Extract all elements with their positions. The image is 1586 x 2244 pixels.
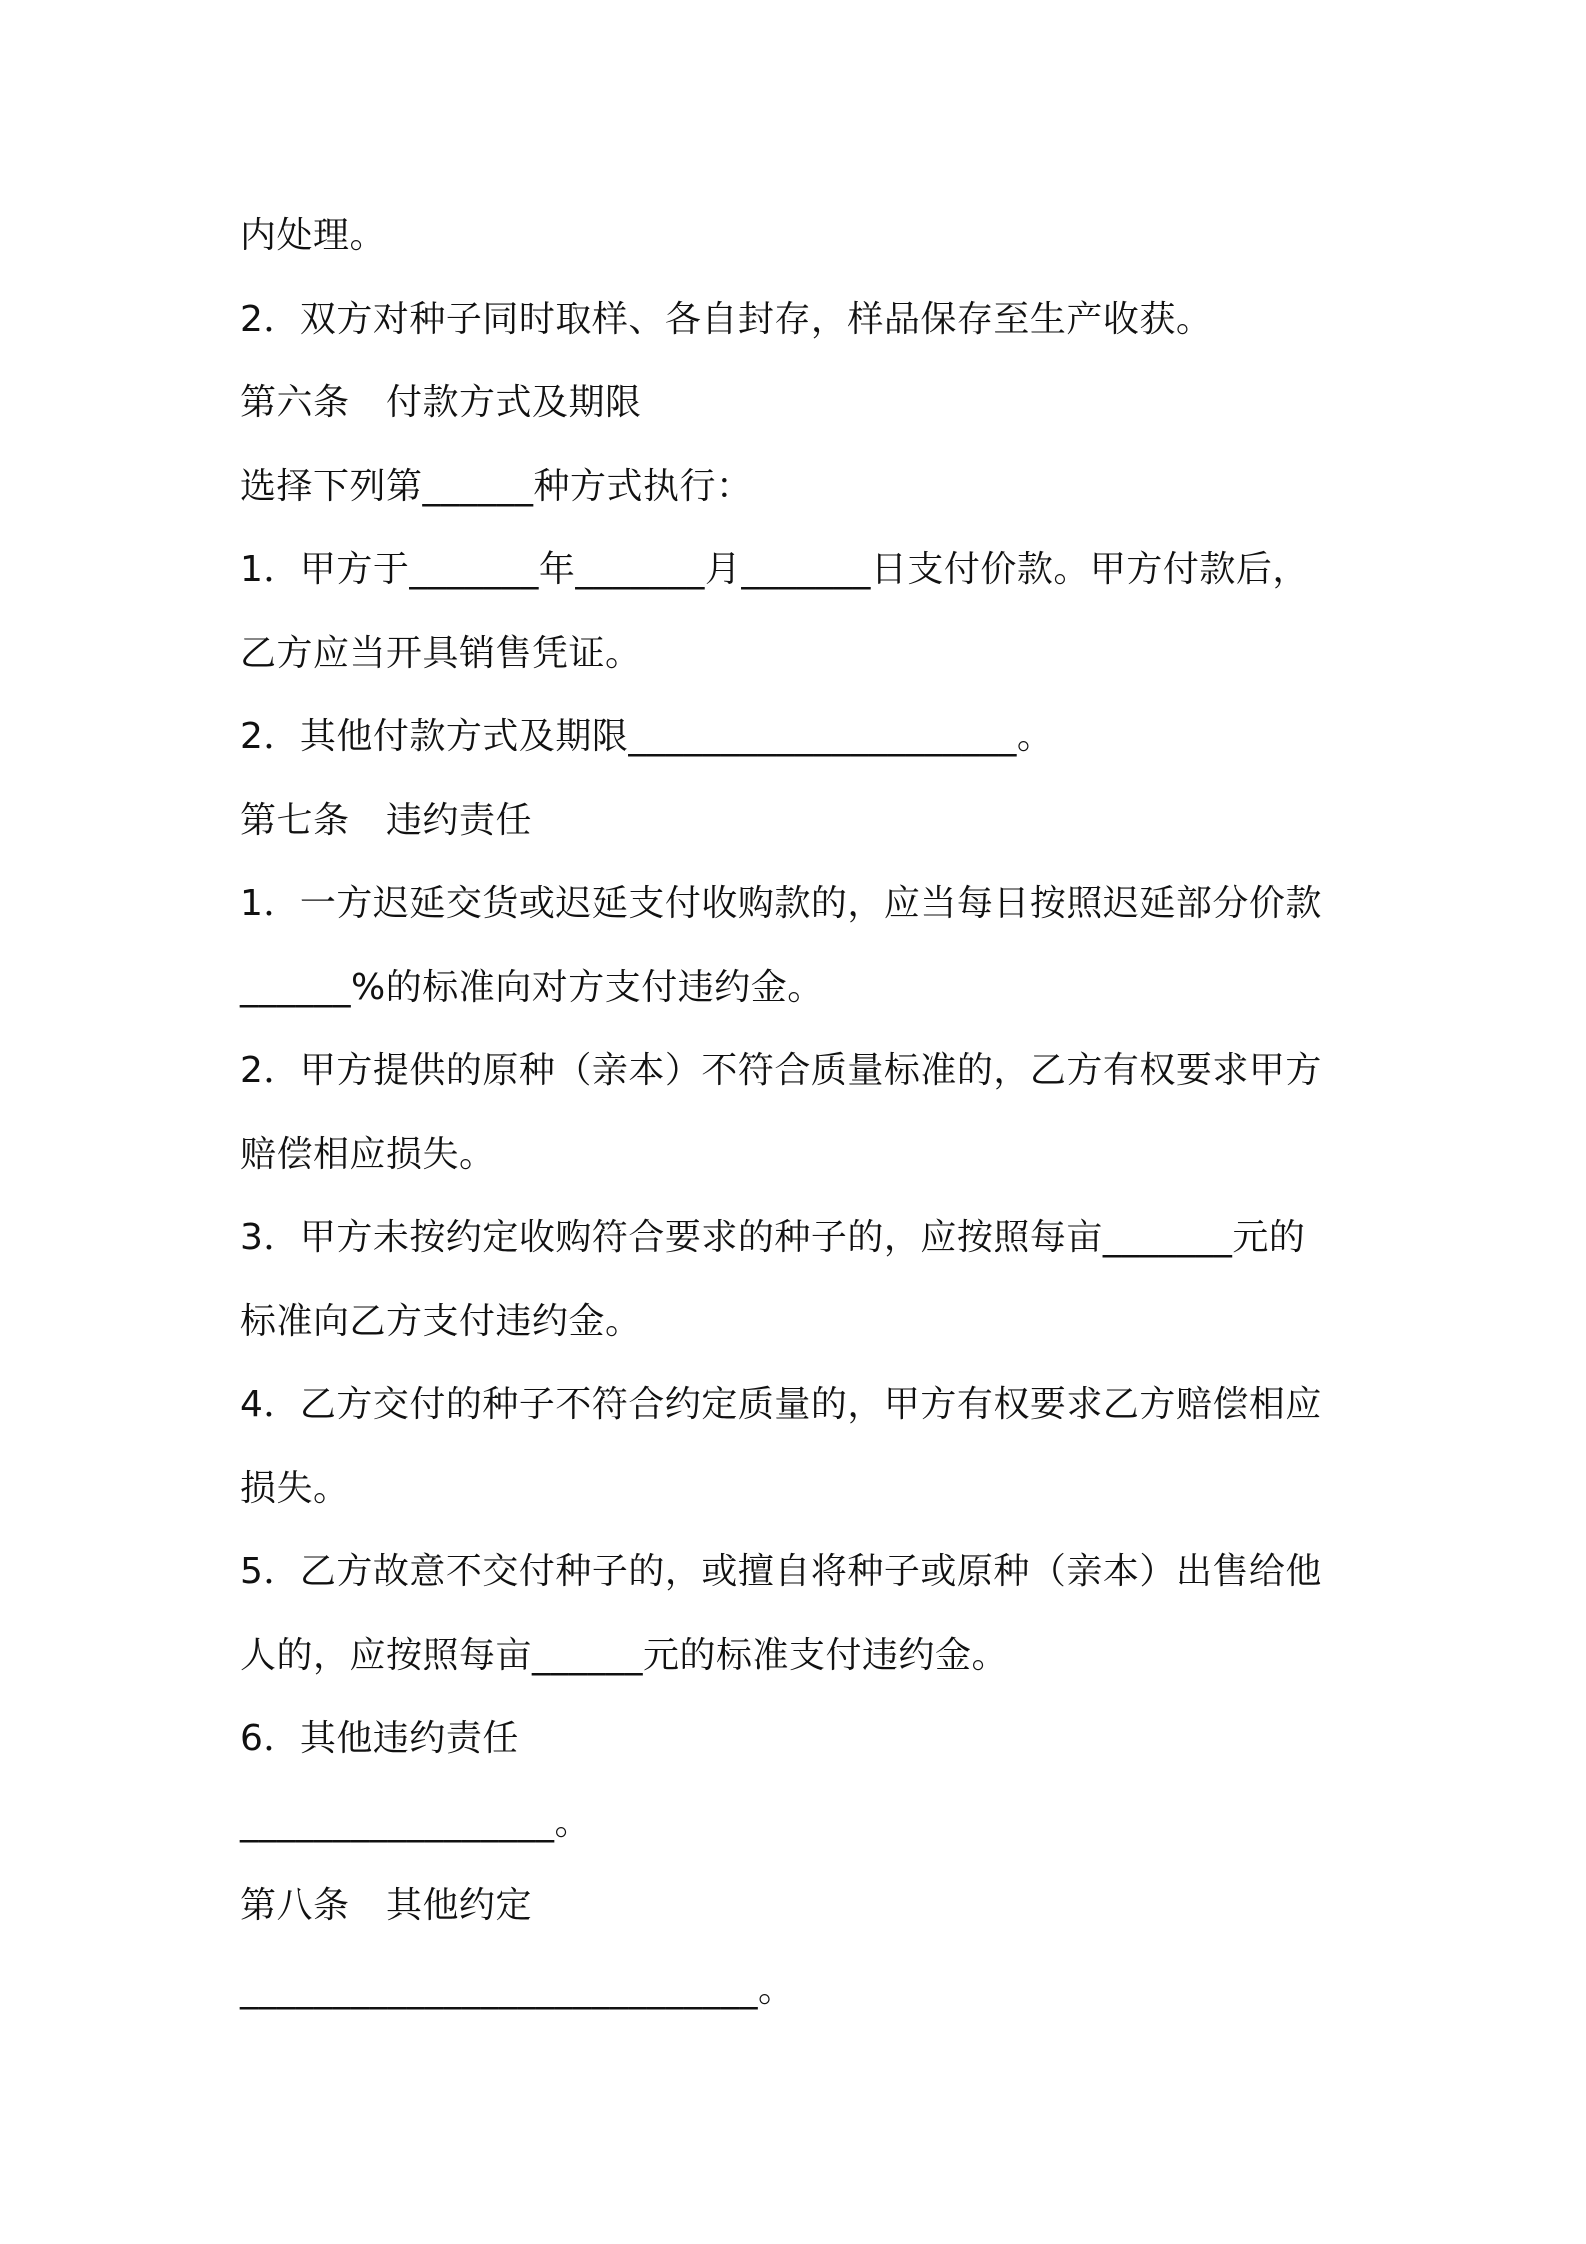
text-line: 2．甲方提供的原种（亲本）不符合质量标准的，乙方有权要求甲方 (240, 1050, 1322, 1091)
text-line: 5．乙方故意不交付种子的，或擅自将种子或原种（亲本）出售给他 (240, 1551, 1322, 1592)
document-body (240, 194, 1360, 2031)
text-line: 3．甲方未按约定收购符合要求的种子的，应按照每亩_______元的 (240, 1217, 1306, 1258)
text-line: 6．其他违约责任 (240, 1718, 519, 1759)
text-line: 选择下列第______种方式执行： (240, 465, 753, 507)
section-heading: 第八条 其他约定 (240, 1885, 533, 1926)
blank-line: ____________________________。 (240, 1968, 795, 2010)
text-line: 乙方应当开具销售凭证。 (240, 632, 642, 674)
text-line: 人的，应按照每亩______元的标准支付违约金。 (240, 1634, 1009, 1676)
text-line: 标准向乙方支付违约金。 (240, 1300, 642, 1342)
text-line: 4．乙方交付的种子不符合约定质量的，甲方有权要求乙方赔偿相应 (240, 1384, 1322, 1425)
blank-line: _________________。 (240, 1801, 591, 1843)
section-heading: 第七条 违约责任 (240, 799, 533, 841)
section-heading: 第六条 付款方式及期限 (240, 382, 642, 423)
text-line: 1．一方迟延交货或迟延支付收购款的，应当每日按照迟延部分价款 (240, 883, 1322, 924)
text-line: 2．其他付款方式及期限_____________________。 (240, 716, 1054, 757)
text-line: 赔偿相应损失。 (240, 1133, 496, 1175)
text-line: 1．甲方于_______年_______月_______日支付价款。甲方付款后， (240, 549, 1309, 590)
text-line: 2．双方对种子同时取样、各自封存，样品保存至生产收获。 (240, 298, 1213, 340)
text-line: ______%的标准向对方支付违约金。 (240, 966, 824, 1008)
text-line: 内处理。 (240, 215, 387, 256)
text-line: 损失。 (240, 1467, 350, 1509)
